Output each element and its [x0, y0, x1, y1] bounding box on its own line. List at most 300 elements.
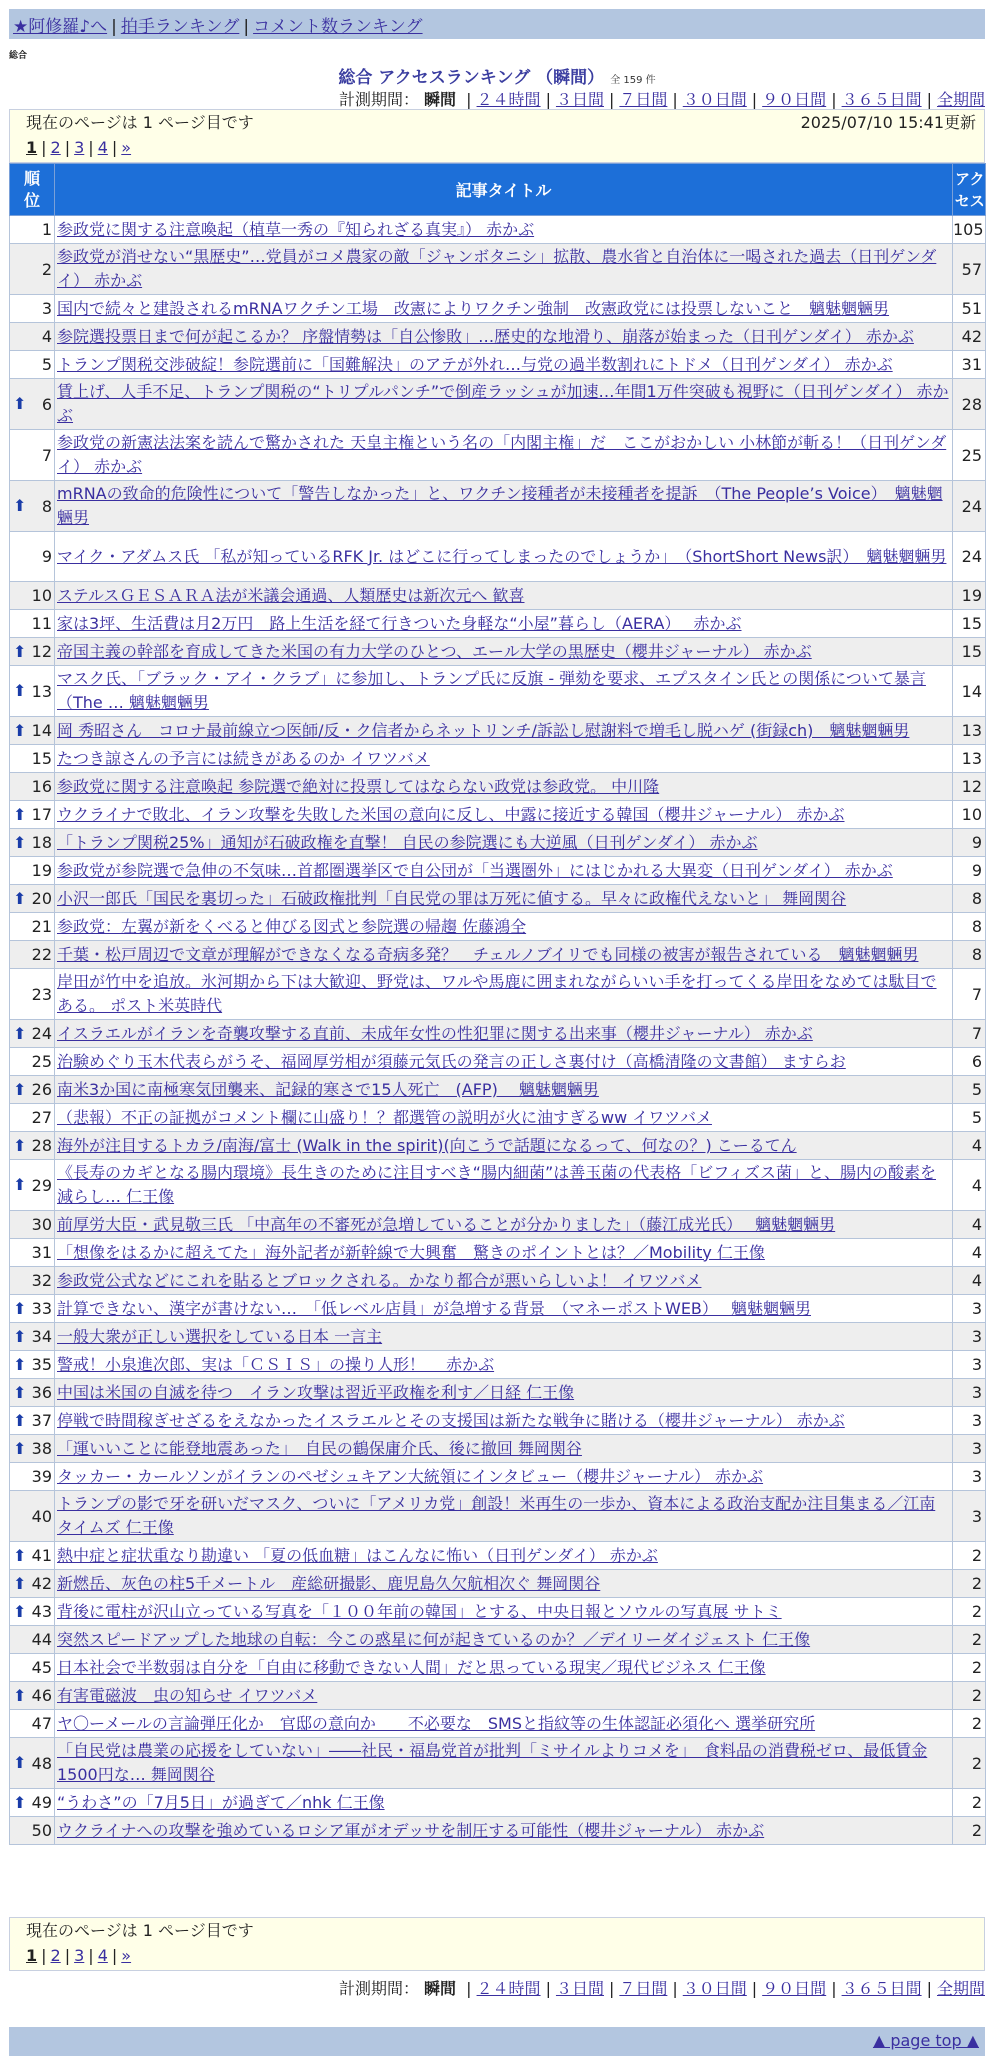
- title-cell: [55, 244, 953, 295]
- pager-next-link[interactable]: »: [121, 1946, 132, 1965]
- table-row: [10, 1211, 986, 1239]
- period-option-link[interactable]: ９０日間: [762, 90, 827, 109]
- access-count: 8: [953, 885, 986, 913]
- title-cell: [55, 717, 953, 745]
- table-row: [10, 1132, 986, 1160]
- article-title-link[interactable]: 参政党公式などにこれを貼るとブロックされる。かなり都合が悪いらしいよ！ イワツバメ: [57, 1270, 702, 1290]
- rank-cell: [10, 430, 55, 481]
- period-selector-bottom: [339, 1976, 985, 1999]
- rank-number: 16: [31, 777, 52, 796]
- access-count: 2: [953, 1682, 986, 1710]
- access-count: 4: [953, 1160, 986, 1211]
- rank-cell: [10, 1817, 55, 1845]
- rank-cell: [10, 610, 55, 638]
- article-title-link[interactable]: 家は3坪、生活費は月2万円 路上生活を経て行きついた身軽な“小屋”暮らし（AERA） 赤かぶ: [57, 613, 742, 633]
- article-title-link[interactable]: タッカー・カールソンがイランのペゼシュキアン大統領にインタビュー（櫻井ジャーナル） 赤かぶ: [57, 1466, 764, 1486]
- table-row: [10, 1542, 986, 1570]
- rank-number: 19: [31, 861, 52, 880]
- rank-cell: [10, 1463, 55, 1491]
- table-row: [10, 638, 986, 666]
- nav-separator: |: [243, 17, 250, 37]
- applause-ranking-link[interactable]: 拍手ランキング: [120, 17, 240, 37]
- period-separator: |: [608, 90, 615, 109]
- access-count: 13: [953, 745, 986, 773]
- access-count: 2: [953, 1626, 986, 1654]
- article-title-link[interactable]: 参政党が消せない“黒歴史”…党員がコメ農家の敵「ジャンボタニシ」拡散、農水省と自治体に一喝された過去（日刊ゲンダイ） 赤かぶ: [57, 247, 937, 290]
- title-cell: [55, 1626, 953, 1654]
- title-cell: [55, 481, 953, 532]
- rank-cell: [10, 1435, 55, 1463]
- rank-cell: [10, 969, 55, 1020]
- rank-cell: [10, 351, 55, 379]
- access-count: 9: [953, 857, 986, 885]
- article-title-link[interactable]: 有害電磁波 虫の知らせ イワツバメ: [57, 1685, 318, 1705]
- rank-number: 40: [31, 1506, 52, 1526]
- table-row: [10, 969, 986, 1020]
- period-label: 計測期間：: [338, 90, 419, 109]
- table-row: [10, 941, 986, 969]
- rank-cell: [10, 745, 55, 773]
- table-row: [10, 481, 986, 532]
- rank-up-arrow-icon: ⬆: [13, 641, 27, 661]
- access-count: 2: [953, 1738, 986, 1789]
- current-page-text: 現在のページは 1 ページ目です: [26, 113, 254, 132]
- article-title-link[interactable]: 帝国主義の幹部を育成してきた米国の有力大学のひとつ、エール大学の黒歴史（櫻井ジャーナル） 赤かぶ: [57, 641, 812, 661]
- access-count: 3: [953, 1463, 986, 1491]
- table-row: [10, 1048, 986, 1076]
- rank-number: 42: [31, 1574, 52, 1593]
- rank-cell: [10, 1076, 55, 1104]
- table-row: [10, 666, 986, 717]
- rank-number: 21: [31, 917, 52, 936]
- table-row: [10, 1267, 986, 1295]
- rank-cell: [10, 1267, 55, 1295]
- article-title-link[interactable]: マイク・アダムス氏 「私が知っているRFK Jr. はどこに行ってしまったのでしょうか」 （ShortShort News訳） 魑魅魍魎男: [57, 546, 947, 566]
- article-title-link[interactable]: 「自民党は農業の応援をしていない」――社民・福島党首が批判「ミサイルよりコメを」 食料品の消費税ゼロ、最低賃金1500円な… 舞岡関谷: [57, 1741, 928, 1784]
- table-row: [10, 379, 986, 430]
- rank-number: 23: [31, 984, 52, 1004]
- access-count: 31: [953, 351, 986, 379]
- period-separator: |: [545, 1979, 551, 1998]
- rank-cell: [10, 1789, 55, 1817]
- article-title-link[interactable]: 岸田が竹中を追放。氷河期から下は大歓迎、野党は、ワルや馬鹿に囲まれながらいい手を打ってくる岸田をなめては駄目である。 ポスト米英時代: [57, 972, 937, 1015]
- rank-cell: [10, 1239, 55, 1267]
- rank-up-arrow-icon: ⬆: [13, 1135, 27, 1155]
- access-count: 42: [953, 323, 986, 351]
- title-cell: [55, 1160, 953, 1211]
- updated-timestamp: 2025/07/10 15:41更新: [800, 113, 976, 132]
- period-current-bottom: 瞬間: [424, 1979, 457, 1998]
- title-cell: [55, 1267, 953, 1295]
- rank-cell: [10, 582, 55, 610]
- rank-up-arrow-icon: ⬆: [13, 832, 27, 852]
- title-cell: [55, 1738, 953, 1789]
- rank-cell: [10, 773, 55, 801]
- rank-number: 4: [41, 327, 52, 346]
- title-cell: [55, 323, 953, 351]
- rank-up-arrow-icon: ⬆: [13, 1573, 27, 1593]
- period-option-link[interactable]: ９０日間: [762, 1979, 827, 1998]
- title-cell: [55, 430, 953, 481]
- pager-page-link[interactable]: 2: [50, 1946, 61, 1965]
- table-row: [10, 1789, 986, 1817]
- table-row: [10, 1160, 986, 1211]
- article-title-link[interactable]: （悲報）不正の証拠がコメント欄に山盛り！？都選管の説明が火に油すぎるww イワツバメ: [57, 1107, 712, 1127]
- rank-number: 2: [41, 259, 52, 279]
- pager-page-link[interactable]: 4: [97, 138, 108, 157]
- period-option-link[interactable]: ３６５日間: [841, 1979, 922, 1998]
- rank-number: 20: [31, 889, 52, 908]
- article-title-link[interactable]: 賃上げ、人手不足、トランプ関税の“トリプルパンチ”で倒産ラッシュが加速…年間1万件突破も視野に（日刊ゲンダイ） 赤かぶ: [57, 382, 949, 425]
- access-count: 6: [953, 1048, 986, 1076]
- title-cell: [55, 1295, 953, 1323]
- article-title-link[interactable]: マスク氏、「ブラック・アイ・クラブ」に参加し、トランプ氏に反旗 - 弾劾を要求、エプスタイン氏との関係について暴言（The … 魑魅魍魎男: [57, 669, 926, 712]
- rank-cell: [10, 801, 55, 829]
- article-title-link[interactable]: たつき諒さんの予言には続きがあるのか イワツバメ: [57, 748, 430, 768]
- article-title-link[interactable]: 参政党の新憲法法案を読んで驚かされた 天皇主権という名の「内閣主権」だ ここがおかしい 小林節が斬る！（日刊ゲンダイ） 赤かぶ: [57, 433, 947, 476]
- rank-cell: [10, 1295, 55, 1323]
- article-title-link[interactable]: イスラエルがイランを奇襲攻撃する直前、未成年女性の性犯罪に関する出来事（櫻井ジャーナル） 赤かぶ: [57, 1023, 813, 1043]
- title-cell: [55, 1351, 953, 1379]
- article-title-link[interactable]: 《長寿のカギとなる腸内環境》長生きのために注目すべき“腸内細菌”は善玉菌の代表格「ビフィズス菌」と、腸内の酸素を減らし… 仁王像: [57, 1163, 936, 1206]
- access-count: 3: [953, 1323, 986, 1351]
- page-title: [0, 63, 994, 88]
- access-count: 15: [953, 638, 986, 666]
- access-count: 19: [953, 582, 986, 610]
- article-title-link[interactable]: 国内で続々と建設されるmRNAワクチン工場 改憲によりワクチン強制 改憲政党には投票しないこと 魑魅魍魎男: [57, 298, 890, 318]
- title-cell: [55, 1407, 953, 1435]
- period-options: [461, 90, 985, 109]
- rank-number: 18: [31, 833, 52, 852]
- access-count: 7: [953, 969, 986, 1020]
- article-title-link[interactable]: 参政党に関する注意喚起 参院選で絶対に投票してはならない政党は参政党。 中川隆: [57, 776, 660, 796]
- page-top-link[interactable]: ▲ page top ▲: [872, 2031, 979, 2050]
- access-count: 12: [953, 773, 986, 801]
- access-count: 3: [953, 1379, 986, 1407]
- rank-cell: [10, 1710, 55, 1738]
- header-rank: [10, 164, 55, 216]
- article-title-link[interactable]: 警戒！小泉進次郎、実は「ＣＳＩＳ」の操り人形！ 赤かぶ: [57, 1354, 495, 1374]
- rank-cell: [10, 481, 55, 532]
- rank-cell: [10, 913, 55, 941]
- rank-up-arrow-icon: ⬆: [13, 1023, 27, 1043]
- rank-cell: [10, 1570, 55, 1598]
- rank-cell: [10, 1104, 55, 1132]
- title-cell: [55, 1104, 953, 1132]
- period-option-link[interactable]: ７日間: [619, 1979, 668, 1998]
- rank-number: 44: [31, 1630, 52, 1649]
- rank-number: 3: [41, 299, 52, 318]
- access-count: 25: [953, 430, 986, 481]
- article-title-link[interactable]: “うわさ”の「7月5日」が過ぎて／nhk 仁王像: [57, 1792, 385, 1812]
- pager-current: 1: [26, 1946, 38, 1965]
- period-option-link[interactable]: ３日間: [555, 90, 604, 109]
- pager-page-link[interactable]: 3: [74, 138, 85, 157]
- article-title-link[interactable]: 前厚労大臣・武見敬三氏 「中高年の不審死が急増していることが分かりました」（藤江成光氏） 魑魅魍魎男: [57, 1214, 836, 1234]
- title-cell: [55, 801, 953, 829]
- table-row: [10, 1379, 986, 1407]
- article-title-link[interactable]: 一般大衆が正しい選択をしている日本 一言主: [57, 1326, 383, 1346]
- pager-page-link[interactable]: 4: [97, 1946, 108, 1965]
- rank-number: 6: [41, 394, 52, 414]
- access-count: 3: [953, 1491, 986, 1542]
- pager-separator: |: [64, 138, 71, 157]
- title-cell: [55, 1463, 953, 1491]
- article-title-link[interactable]: 参政党：左翼が新をくべると伸びる図式と参院選の帰趨 佐藤鴻全: [57, 916, 527, 936]
- title-cell: [55, 1435, 953, 1463]
- period-separator: |: [926, 1979, 932, 1998]
- period-separator: |: [608, 1979, 615, 1998]
- rank-cell: [10, 1379, 55, 1407]
- rank-cell: [10, 1407, 55, 1435]
- title-cell: [55, 379, 953, 430]
- rank-number: 37: [31, 1411, 52, 1430]
- rank-number: 13: [31, 681, 52, 701]
- rank-cell: [10, 941, 55, 969]
- table-row: [10, 885, 986, 913]
- table-row: [10, 773, 986, 801]
- pager-separator: |: [111, 138, 118, 157]
- title-cell: [55, 1379, 953, 1407]
- rank-up-arrow-icon: ⬆: [13, 804, 27, 824]
- period-options-bottom: [461, 1979, 985, 1998]
- nav-separator: |: [111, 17, 117, 37]
- rank-number: 10: [31, 586, 52, 605]
- article-title-link[interactable]: 中国は米国の自滅を待つ イラン攻撃は習近平政権を利す／日経 仁王像: [57, 1382, 575, 1402]
- rank-number: 11: [31, 614, 52, 633]
- table-row: [10, 532, 986, 582]
- comment-ranking-link[interactable]: コメント数ランキング: [253, 17, 423, 37]
- access-count: 10: [953, 801, 986, 829]
- article-title-link[interactable]: 参院選投票日まで何が起こるか？ 序盤情勢は「自公惨敗」…歴史的な地滑り、崩落が始まった（日刊ゲンダイ） 赤かぶ: [57, 326, 914, 346]
- page-info-top: [9, 109, 985, 163]
- access-count: 24: [953, 532, 986, 582]
- article-title-link[interactable]: 参政党が参院選で急伸の不気味…首都圏選挙区で自公団が「当選圏外」にはじかれる大異変（日刊ゲンダイ） 赤かぶ: [57, 860, 893, 880]
- access-count: 2: [953, 1570, 986, 1598]
- rank-number: 36: [31, 1383, 52, 1402]
- title-cell: [55, 1211, 953, 1239]
- title-cell: [55, 829, 953, 857]
- period-option-link[interactable]: ３０日間: [682, 1979, 747, 1998]
- period-current: 瞬間: [424, 90, 457, 109]
- table-row: [10, 857, 986, 885]
- article-title-link[interactable]: 「運いいことに能登地震あった」 自民の鶴保庸介氏、後に撤回 舞岡関谷: [57, 1438, 582, 1458]
- table-row: [10, 717, 986, 745]
- rank-cell: [10, 1048, 55, 1076]
- table-row: [10, 1076, 986, 1104]
- pager-current: 1: [26, 138, 38, 157]
- access-count: 2: [953, 1598, 986, 1626]
- article-title-link[interactable]: トランプ関税交渉破綻！参院選前に「国難解決」のアテが外れ…与党の過半数割れにトドメ（日刊ゲンダイ） 赤かぶ: [57, 354, 893, 374]
- rank-up-arrow-icon: ⬆: [13, 1792, 27, 1812]
- period-option-link[interactable]: ３０日間: [682, 90, 747, 109]
- article-title-link[interactable]: ヤ〇ーメールの言論弾圧化か 官邸の意向か 不必要な SMSと指紋等の生体認証必須化へ 選挙研究所: [57, 1713, 816, 1733]
- top-nav-bar: [9, 9, 985, 39]
- article-title-link[interactable]: 治験めぐり玉木代表らがうそ、福岡厚労相が須藤元気氏の発言の正しさ裏付け（高橋清隆の文書館） ますらお: [57, 1051, 846, 1071]
- home-link[interactable]: ★阿修羅♪へ: [13, 17, 108, 37]
- article-title-link[interactable]: 停戦で時間稼ぎせざるをえなかったイスラエルとその支援国は新たな戦争に賭ける（櫻井ジャーナル） 赤かぶ: [57, 1410, 845, 1430]
- title-cell: [55, 1076, 953, 1104]
- article-title-link[interactable]: ウクライナへの攻撃を強めているロシア軍がオデッサを制圧する可能性（櫻井ジャーナル） 赤かぶ: [57, 1820, 765, 1840]
- article-title-link[interactable]: ウクライナで敗北、イラン攻撃を失敗した米国の意向に反し、中露に接近する韓国（櫻井ジャーナル） 赤かぶ: [57, 804, 845, 824]
- article-title-link[interactable]: 「想像をはるかに超えてた」海外記者が新幹線で大興奮 驚きのポイントとは？／Mobility 仁王像: [57, 1242, 765, 1262]
- table-row: [10, 1626, 986, 1654]
- article-title-link[interactable]: 海外が注目するトカラ/南海/富士 (Walk in the spirit)(向こうで話題になるって、何なの？) こーるてん: [57, 1135, 797, 1155]
- article-title-link[interactable]: 計算できない、漢字が書けない… 「低レベル店員」が急増する背景 （マネーポストWEB） 魑魅魍魎男: [57, 1298, 811, 1318]
- article-title-link[interactable]: 小沢一郎氏「国民を裏切った」石破政権批判「自民党の罪は万死に値する。早々に政権代えないと」 舞岡関谷: [57, 888, 847, 908]
- access-count: 4: [953, 1267, 986, 1295]
- pager-separator: |: [41, 1946, 47, 1965]
- rank-cell: [10, 1626, 55, 1654]
- period-separator: |: [831, 90, 837, 109]
- rank-up-arrow-icon: ⬆: [13, 1298, 27, 1318]
- article-title-link[interactable]: 新燃岳、灰色の柱5千メートル 産総研撮影、鹿児島久欠航相次ぐ 舞岡関谷: [57, 1573, 601, 1593]
- article-title-link[interactable]: 参政党に関する注意喚起（植草一秀の『知られざる真実』） 赤かぶ: [57, 219, 535, 239]
- access-count: 7: [953, 1020, 986, 1048]
- period-separator: |: [672, 1979, 678, 1998]
- period-selector-top: [339, 87, 985, 110]
- period-option-link[interactable]: ３日間: [555, 1979, 604, 1998]
- period-separator: |: [831, 1979, 837, 1998]
- rank-number: 33: [31, 1299, 52, 1318]
- table-row: [10, 1491, 986, 1542]
- table-row: [10, 1463, 986, 1491]
- period-separator: |: [751, 1979, 758, 1998]
- header-access-label: アクセス: [954, 169, 985, 210]
- table-row: [10, 295, 986, 323]
- rank-number: 29: [31, 1175, 52, 1195]
- article-title-link[interactable]: 熱中症と症状重なり勘違い 「夏の低血糖」はこんなに怖い（日刊ゲンダイ） 赤かぶ: [57, 1545, 658, 1565]
- title-cell: [55, 666, 953, 717]
- rank-cell: [10, 1654, 55, 1682]
- rank-up-arrow-icon: ⬆: [13, 496, 27, 515]
- table-row: [10, 1738, 986, 1789]
- article-title-link[interactable]: 「トランプ関税25%」通知が石破政権を直撃！ 自民の参院選にも大逆風（日刊ゲンダイ） 赤かぶ: [57, 832, 758, 852]
- ranking-table: [9, 163, 986, 1845]
- period-separator: |: [926, 90, 932, 109]
- article-title-link[interactable]: 日本社会で半数弱は自分を「自由に移動できない人間」だと思っている現実／現代ビジネス 仁王像: [57, 1657, 766, 1677]
- rank-number: 15: [31, 749, 52, 768]
- rank-up-arrow-icon: ⬆: [13, 1382, 27, 1402]
- rank-number: 1: [41, 220, 52, 239]
- rank-up-arrow-icon: ⬆: [13, 1685, 27, 1705]
- title-cell: [55, 582, 953, 610]
- rank-number: 22: [31, 945, 52, 964]
- period-separator: |: [466, 90, 472, 109]
- pagination-top: [26, 136, 976, 160]
- rank-cell: [10, 638, 55, 666]
- rank-cell: [10, 323, 55, 351]
- table-row: [10, 244, 986, 295]
- period-option-link[interactable]: ７日間: [619, 90, 668, 109]
- title-cell: [55, 1710, 953, 1738]
- period-option-link[interactable]: ２４時間: [476, 1979, 541, 1998]
- total-count: 全 159 件: [610, 75, 656, 86]
- rank-cell: [10, 666, 55, 717]
- access-count: 8: [953, 941, 986, 969]
- rank-up-arrow-icon: ⬆: [13, 1326, 27, 1346]
- title-cell: [55, 1789, 953, 1817]
- rank-cell: [10, 244, 55, 295]
- access-count: 2: [953, 1817, 986, 1845]
- access-count: 2: [953, 1710, 986, 1738]
- access-count: 3: [953, 1295, 986, 1323]
- table-row: [10, 1104, 986, 1132]
- rank-number: 8: [41, 496, 52, 516]
- access-count: 9: [953, 829, 986, 857]
- article-title-link[interactable]: mRNAの致命的危険性について「警告しなかった」と、ワクチン接種者が未接種者を提訴 （The People’s Voice） 魑魅魍魎男: [57, 484, 943, 527]
- rank-number: 9: [41, 547, 52, 566]
- rank-cell: [10, 1738, 55, 1789]
- rank-cell: [10, 1598, 55, 1626]
- period-option-link[interactable]: ２４時間: [476, 90, 541, 109]
- title-cell: [55, 1491, 953, 1542]
- rank-number: 38: [31, 1439, 52, 1458]
- access-count: 8: [953, 913, 986, 941]
- access-count: 105: [953, 216, 986, 244]
- pager-separator: |: [41, 138, 47, 157]
- rank-cell: [10, 857, 55, 885]
- pager-separator: |: [88, 1946, 94, 1965]
- header-rank-label: 順位: [23, 168, 40, 210]
- rank-number: 24: [31, 1024, 52, 1043]
- rank-number: 31: [31, 1243, 52, 1262]
- access-count: 5: [953, 1076, 986, 1104]
- rank-cell: [10, 1542, 55, 1570]
- article-title-link[interactable]: 岡 秀昭さん コロナ最前線立つ医師/反・ク信者からネットリンチ/訴訟し慰謝料で増毛し脱ハゲ (街録ch) 魑魅魍魎男: [57, 720, 910, 740]
- article-title-link[interactable]: 千葉・松戸周辺で文章が理解ができなくなる奇病多発？ チェルノブイリでも同様の被害が報告されている 魑魅魍魎男: [57, 944, 919, 964]
- access-count: 57: [953, 244, 986, 295]
- period-separator: |: [751, 90, 758, 109]
- header-title: 記事タイトル: [55, 164, 953, 216]
- period-option-link[interactable]: 全期間: [936, 1979, 985, 1998]
- article-title-link[interactable]: 突然スピードアップした地球の自転：今この惑星に何が起きているのか？／デイリーダイジェスト 仁王像: [57, 1629, 811, 1649]
- table-row: [10, 1239, 986, 1267]
- footer-bar: [9, 2027, 985, 2056]
- table-row: [10, 1020, 986, 1048]
- title-cell: [55, 216, 953, 244]
- ranking-title: 総合 アクセスランキング （瞬間）: [338, 68, 605, 88]
- title-cell: [55, 1132, 953, 1160]
- access-count: 14: [953, 666, 986, 717]
- title-cell: [55, 1323, 953, 1351]
- rank-up-arrow-icon: ⬆: [13, 1438, 27, 1458]
- period-option-link[interactable]: 全期間: [936, 90, 985, 109]
- access-count: 4: [953, 1132, 986, 1160]
- article-title-link[interactable]: 南米3か国に南極寒気団襲来、記録的寒さで15人死亡 (AFP) 魑魅魍魎男: [57, 1079, 599, 1099]
- title-cell: [55, 532, 953, 582]
- period-option-link[interactable]: ３６５日間: [841, 90, 922, 109]
- pager-next-link[interactable]: »: [121, 138, 132, 157]
- table-row: [10, 913, 986, 941]
- pager-page-link[interactable]: 2: [50, 138, 61, 157]
- category-tag: 総合: [9, 51, 28, 61]
- title-cell: [55, 295, 953, 323]
- article-title-link[interactable]: トランプの影で牙を研いだマスク、ついに「アメリカ党」創設！米再生の一歩か、資本による政治支配か注目集まる／江南タイムズ 仁王像: [57, 1494, 936, 1537]
- article-title-link[interactable]: 背後に電柱が沢山立っている写真を「１００年前の韓国」とする、中央日報とソウルの写真展 サトミ: [57, 1601, 782, 1621]
- access-count: 2: [953, 1789, 986, 1817]
- pager-page-link[interactable]: 3: [74, 1946, 85, 1965]
- period-separator: |: [545, 90, 551, 109]
- access-count: 28: [953, 379, 986, 430]
- access-count: 2: [953, 1542, 986, 1570]
- rank-up-arrow-icon: ⬆: [13, 394, 27, 413]
- access-count: 3: [953, 1351, 986, 1379]
- access-count: 15: [953, 610, 986, 638]
- pager-separator: |: [64, 1946, 71, 1965]
- table-row: [10, 1351, 986, 1379]
- article-title-link[interactable]: ステルスＧＥＳＡＲＡ法が米議会通過、人類歴史は新次元へ 歓喜: [57, 585, 525, 605]
